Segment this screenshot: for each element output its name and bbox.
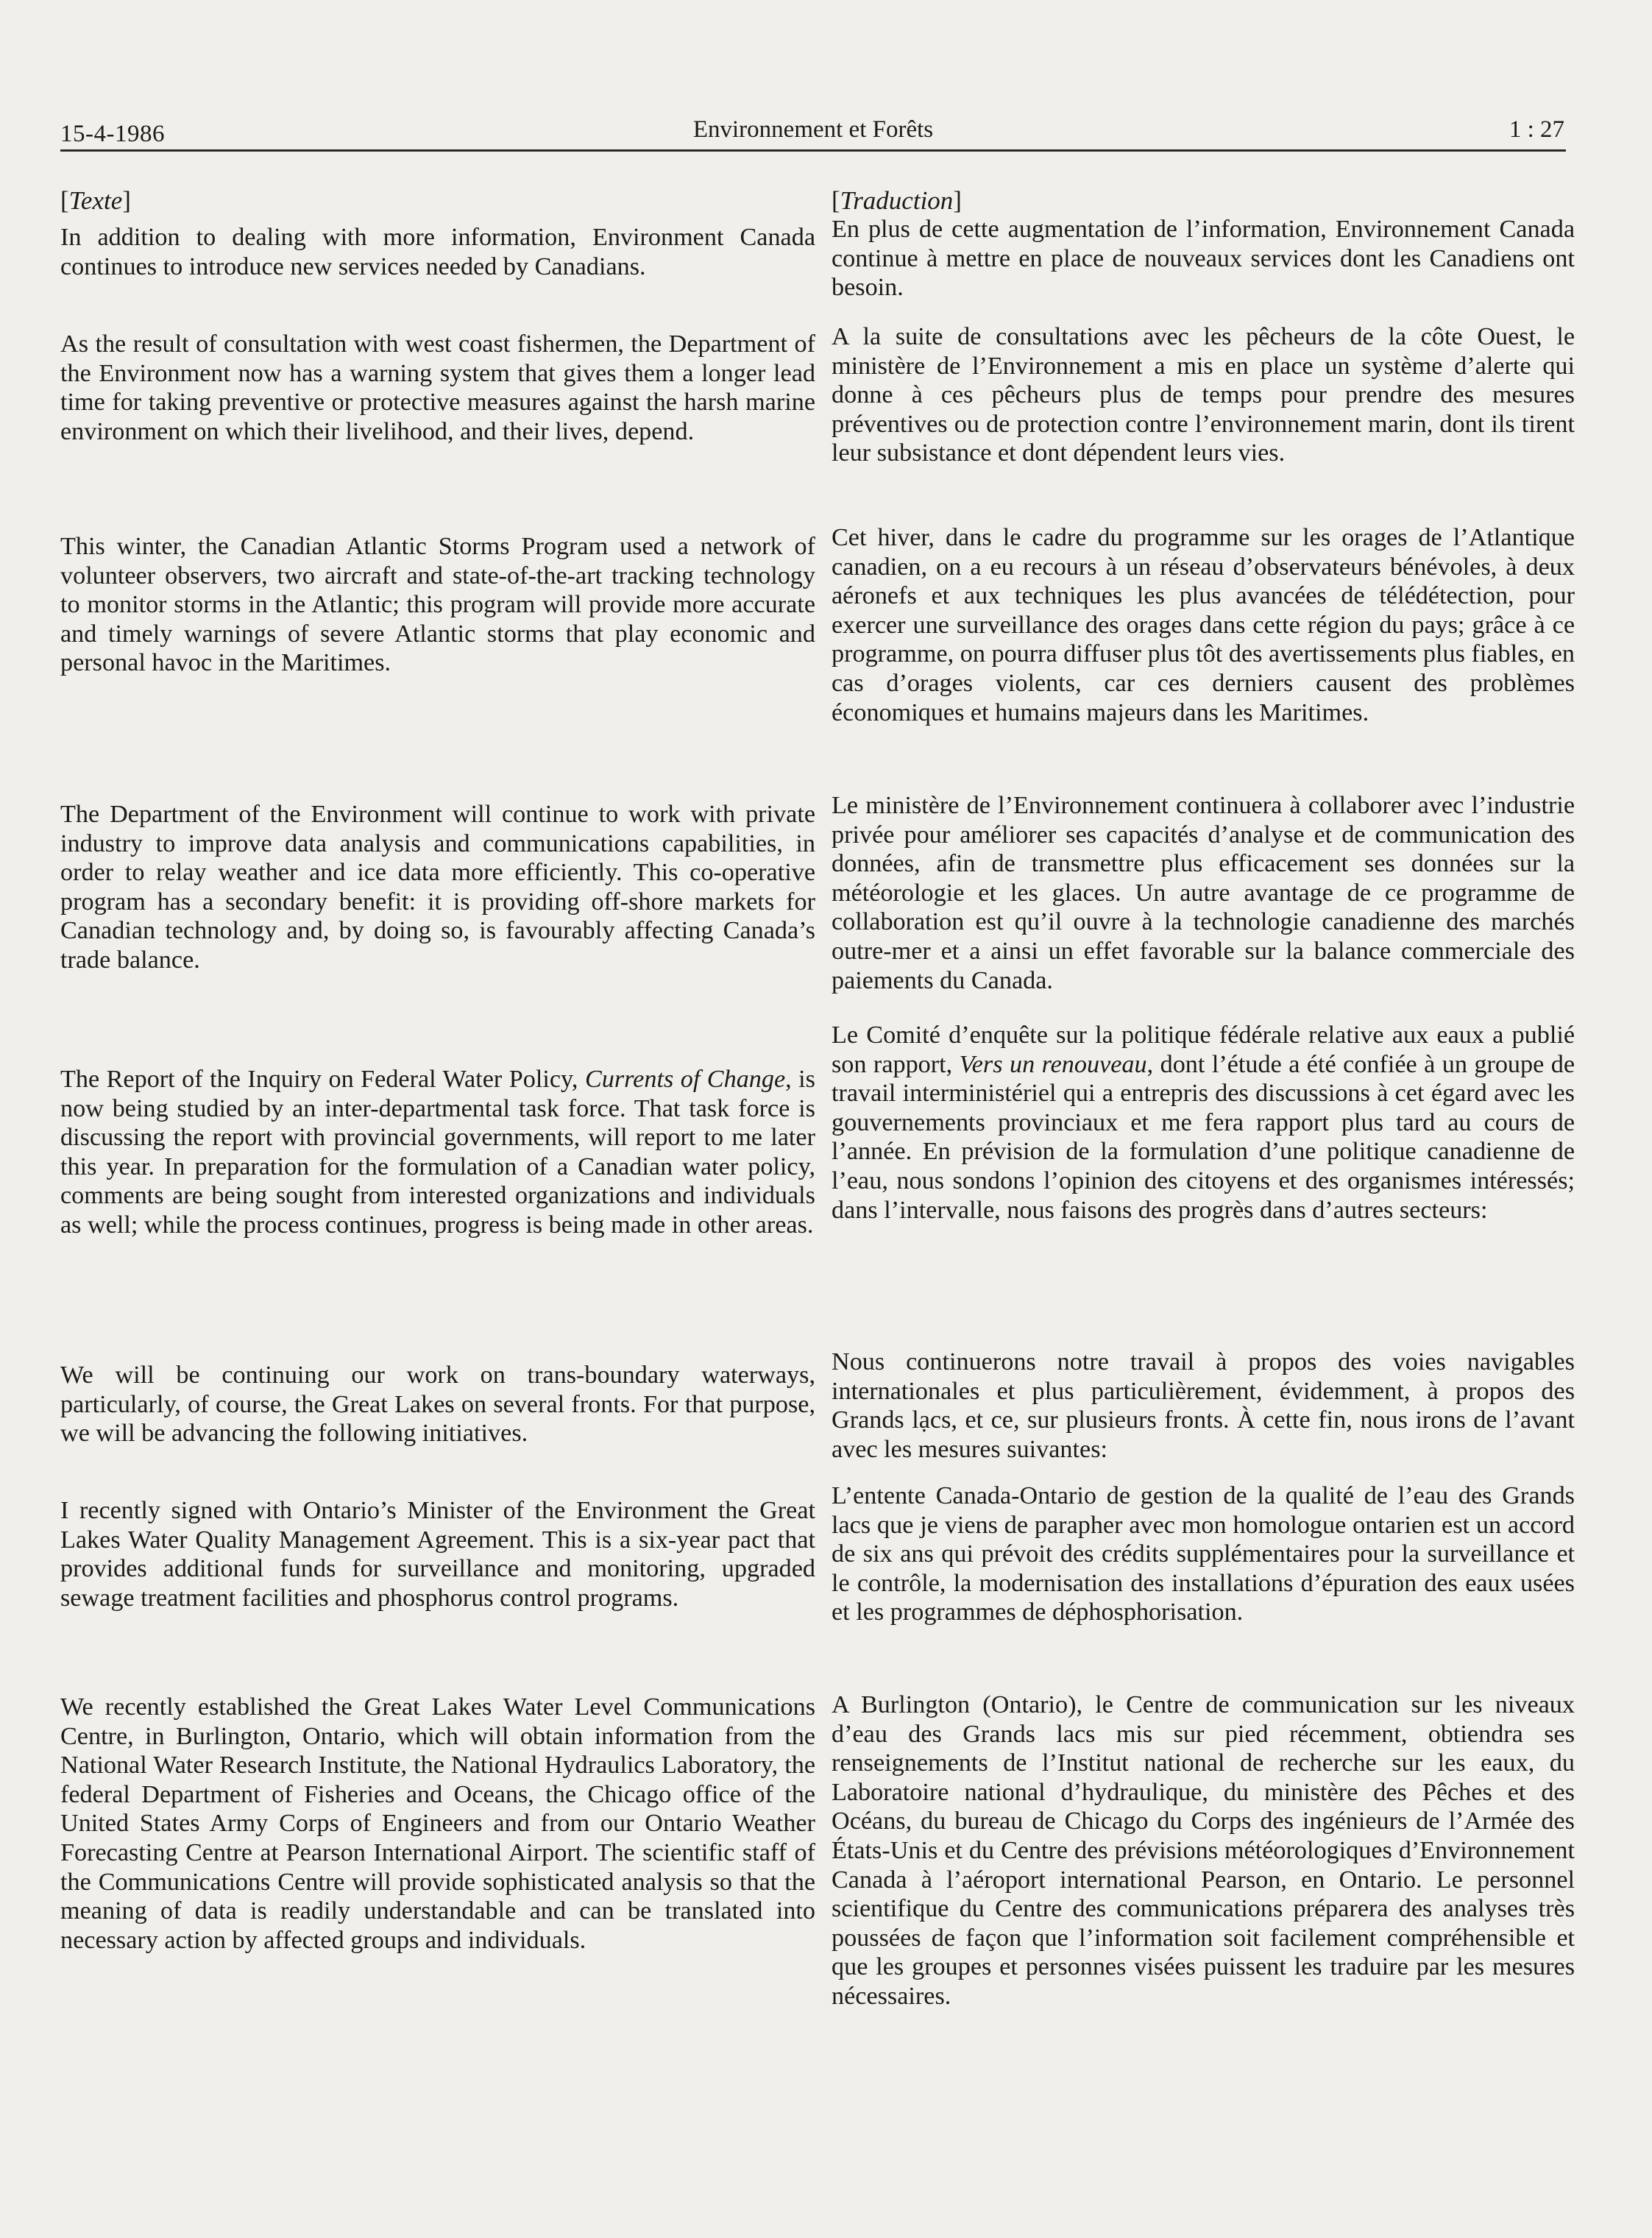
right-paragraph-4: Le ministère de l’Environnement continuera à collaborer avec l’industrie privée pour améliorer ses capacités d’analyse et de communication des données, afin de transmettre plus efficacement ses données sur la météorologie et les glaces. Un autre avantage de ce programme de collaboration est qu’il ouvre à la technologie canadienne des marchés outre-mer et a ainsi un effet favorable sur la balance commerciale des paiements du Canada. <box>832 792 1575 994</box>
right-paragraph-6: Nous continuerons notre travail à propos des voies navigables internationales et plus particulièrement, évidemment, à propos des Grands lạcs, et ce, sur plusieurs fronts. À cette fin, nous irons de l’avant avec les mesures suivantes: <box>832 1348 1575 1463</box>
right-p5-after: , dont l’étude a été confiée à un groupe de travail interministériel qui a entrepris des discussions à cet égard avec les gouvernements provinciaux et me fera rapport plus tard au cours de l’année. En prévision de la formulation d’une politique canadienne de l’eau, nous sondons l’opinion des citoyens et des organismes intéressés; dans l’intervalle, nous faisons des progrès dans d’autres secteurs: <box>832 1050 1575 1224</box>
left-column-label: [Texte] <box>60 186 131 215</box>
left-p5-after: , is now being studied by an inter-departmental task force. That task force is discussing the report with provincial governments, will report to me later this year. In preparation for the formulation of a Canadian water policy, comments are being sought from interested organizations and individuals as well; while the process continues, progress is being made in other areas. <box>60 1066 815 1239</box>
left-paragraph-2: As the result of consultation with west coast fishermen, the Department of the Environment now has a warning system that gives them a longer lead time for taking preventive or protective measures against the harsh marine environment on which their livelihood, and their lives, depend. <box>60 330 815 445</box>
right-label-text: Traduction <box>840 186 954 215</box>
left-paragraph-5 <box>60 1065 815 1240</box>
right-p5-italic-title: Vers un renouveau <box>959 1050 1147 1078</box>
right-p5-before: Le Comité d’enquête sur la politique fédérale relative aux eaux a publié son rapport, <box>832 1021 1575 1078</box>
right-paragraph-1: En plus de cette augmentation de l’information, Environnement Canada continue à mettre en place de nouveaux services dont les Canadiens ont besoin. <box>832 216 1575 302</box>
page-header <box>60 107 1566 152</box>
left-p5-italic-title: Currents of Change <box>584 1066 786 1093</box>
header-title: Environnement et Forêts <box>692 116 934 143</box>
right-paragraph-5 <box>832 1021 1575 1225</box>
left-paragraph-6: We will be continuing our work on trans-boundary waterways, particularly, of course, the Great Lakes on several fronts. For that purpose, we will be advancing the following initiatives. <box>60 1361 815 1448</box>
right-paragraph-8: A Burlington (Ontario), le Centre de communication sur les niveaux d’eau des Grands lacs mis sur pied récemment, obtiendra ses renseignements de l’Institut national de recherche sur les eaux, du Laboratoire national d’hydraulique, du ministère des Pêches et des Océans, du bureau de Chicago du Corps des ingénieurs de l’Armée des États-Unis et du Centre des prévisions météorologiques d’Environnement Canada à l’aéroport international Pearson, en Ontario. Le personnel scientifique du Centre des communications préparera des analyses très poussées de façon que l’information soit facilement compréhensible et que les groupes et personnes visées puissent les traduire par les mesures nécessaires. <box>832 1691 1575 2010</box>
left-paragraph-8: We recently established the Great Lakes Water Level Communications Centre, in Burlington, Ontario, which will obtain information from the National Water Research Institute, the National Hydraulics Laboratory, the federal Department of Fisheries and Oceans, the Chicago office of the United States Army Corps of Engineers and from our Ontario Weather Forecasting Centre at Pearson International Airport. The scientific staff of the Communications Centre will provide sophisticated analysis so that the meaning of data is readily understandable and can be translated into necessary action by affected groups and individuals. <box>60 1693 815 1954</box>
left-paragraph-3: This winter, the Canadian Atlantic Storms Program used a network of volunteer observers, two aircraft and state-of-the-art tracking technology to monitor storms in the Atlantic; this program will provide more accurate and timely warnings of severe Atlantic storms that play economic and personal havoc in the Maritimes. <box>60 533 815 677</box>
left-paragraph-4: The Department of the Environment will continue to work with private industry to improve data analysis and communications capabilities, in order to relay weather and ice data more efficiently. This co-operative program has a secondary benefit: it is providing off-shore markets for Canadian technology and, by doing so, is favourably affecting Canada’s trade balance. <box>60 801 815 974</box>
left-p5-before: The Report of the Inquiry on Federal Water Policy, <box>60 1066 585 1093</box>
right-paragraph-7: L’entente Canada-Ontario de gestion de la qualité de l’eau des Grands lacs que je viens de parapher avec mon homologue ontarien est un accord de six ans qui prévoit des crédits supplémentaires pour la surveillance et le contrôle, la modernisation des installations d’épuration des eaux usées et les programmes de déphosphorisation. <box>832 1482 1575 1626</box>
left-paragraph-1: In addition to dealing with more information, Environment Canada continues to introduce new services needed by Canadians. <box>60 224 815 280</box>
header-page-number: 1 : 27 <box>1509 116 1564 143</box>
right-paragraph-2: A la suite de consultations avec les pêcheurs de la côte Ouest, le ministère de l’Environnement a mis en place un système d’alerte qui donne à ces pêcheurs plus de temps pour prendre des mesures préventives ou de protection contre l’environnement marin, dont ils tirent leur subsistance et dont dépendent leurs vies. <box>832 323 1575 467</box>
right-paragraph-3: Cet hiver, dans le cadre du programme sur les orages de l’Atlantique canadien, on a eu recours à un réseau d’observateurs bénévoles, à deux aéronefs et aux techniques les plus avancées de télédétection, pour exercer une surveillance des orages dans cette région du pays; grâce à ce programme, on pourra diffuser plus tôt des avertissements plus fiables, en cas d’orages violents, car ces derniers causent des problèmes économiques et humains majeurs dans les Maritimes. <box>832 524 1575 726</box>
right-column-label: [Traduction] <box>832 186 962 215</box>
header-date: 15-4-1986 <box>60 121 165 147</box>
left-paragraph-7: I recently signed with Ontario’s Minister of the Environment the Great Lakes Water Quality Management Agreement. This is a six-year pact that provides additional funds for surveillance and monitoring, upgraded sewage treatment facilities and phosphorus control programs. <box>60 1497 815 1612</box>
left-label-text: Texte <box>68 186 123 215</box>
